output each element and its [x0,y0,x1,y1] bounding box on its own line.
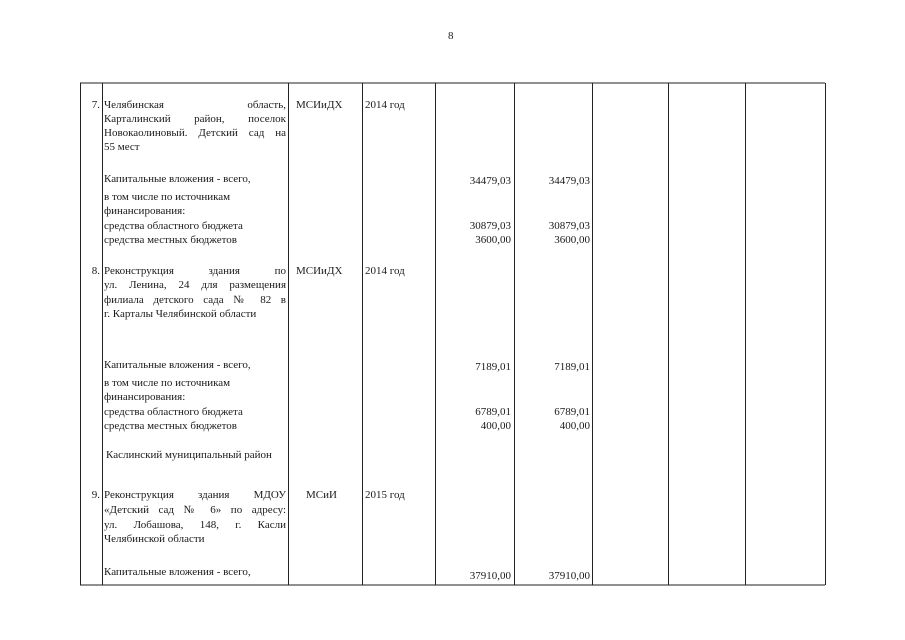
page-number: 8 [448,30,454,42]
value-cell: 30879,03 [469,220,511,232]
value-cell: 30879,03 [548,220,590,232]
value-cell: 37910,00 [469,570,511,582]
object-name-line: филиала детского сада № 82 в [104,294,286,306]
customer-cell: МСиИ [306,489,337,501]
funding-label: в том числе по источникам [104,191,231,203]
funding-label: финансирования: [104,391,186,403]
value-cell: 7189,01 [554,361,590,373]
funding-label: средства областного бюджета [104,406,243,418]
funding-label: Капитальные вложения - всего, [104,359,251,371]
customer-cell: МСИиДХ [296,265,343,277]
value-cell: 400,00 [480,420,511,432]
year-cell: 2014 год [365,99,405,111]
value-cell: 34479,03 [548,175,590,187]
value-cell: 6789,01 [554,406,590,418]
object-name-line: Реконструкция здания по [104,265,286,277]
object-name-line: Карталинский район, поселок [104,113,286,125]
value-cell: 34479,03 [469,175,511,187]
year-cell: 2015 год [365,489,405,501]
funding-label: Капитальные вложения - всего, [104,173,251,185]
value-cell: 400,00 [559,420,590,432]
customer-cell: МСИиДХ [296,99,343,111]
funding-label: Капитальные вложения - всего, [104,566,251,578]
value-cell: 6789,01 [475,406,511,418]
value-cell: 3600,00 [554,234,590,246]
funding-label: средства местных бюджетов [104,420,237,432]
row-number: 8. [91,265,100,277]
object-name-line: Челябинской области [104,533,205,545]
object-name-line: Новокаолиновый. Детский сад на [104,127,286,139]
funding-label: финансирования: [104,205,186,217]
value-cell: 37910,00 [548,570,590,582]
section-heading: Каслинский муниципальный район [106,449,272,461]
object-name-line: ул. Лобашова, 148, г. Касли [104,519,286,531]
value-cell: 3600,00 [475,234,511,246]
object-name-line: Челябинская область, [104,99,286,111]
funding-label: в том числе по источникам [104,377,231,389]
row-number: 7. [91,99,100,111]
object-name-line: ул. Ленина, 24 для размещения [104,279,286,291]
funding-label: средства областного бюджета [104,220,243,232]
object-name-line: Реконструкция здания МДОУ [104,489,286,501]
funding-label: средства местных бюджетов [104,234,237,246]
object-name-line: г. Карталы Челябинской области [104,308,257,320]
year-cell: 2014 год [365,265,405,277]
object-name-line: «Детский сад № 6» по адресу: [104,504,286,516]
object-name-line: 55 мест [104,141,140,153]
value-cell: 7189,01 [475,361,511,373]
row-number: 9. [91,489,100,501]
